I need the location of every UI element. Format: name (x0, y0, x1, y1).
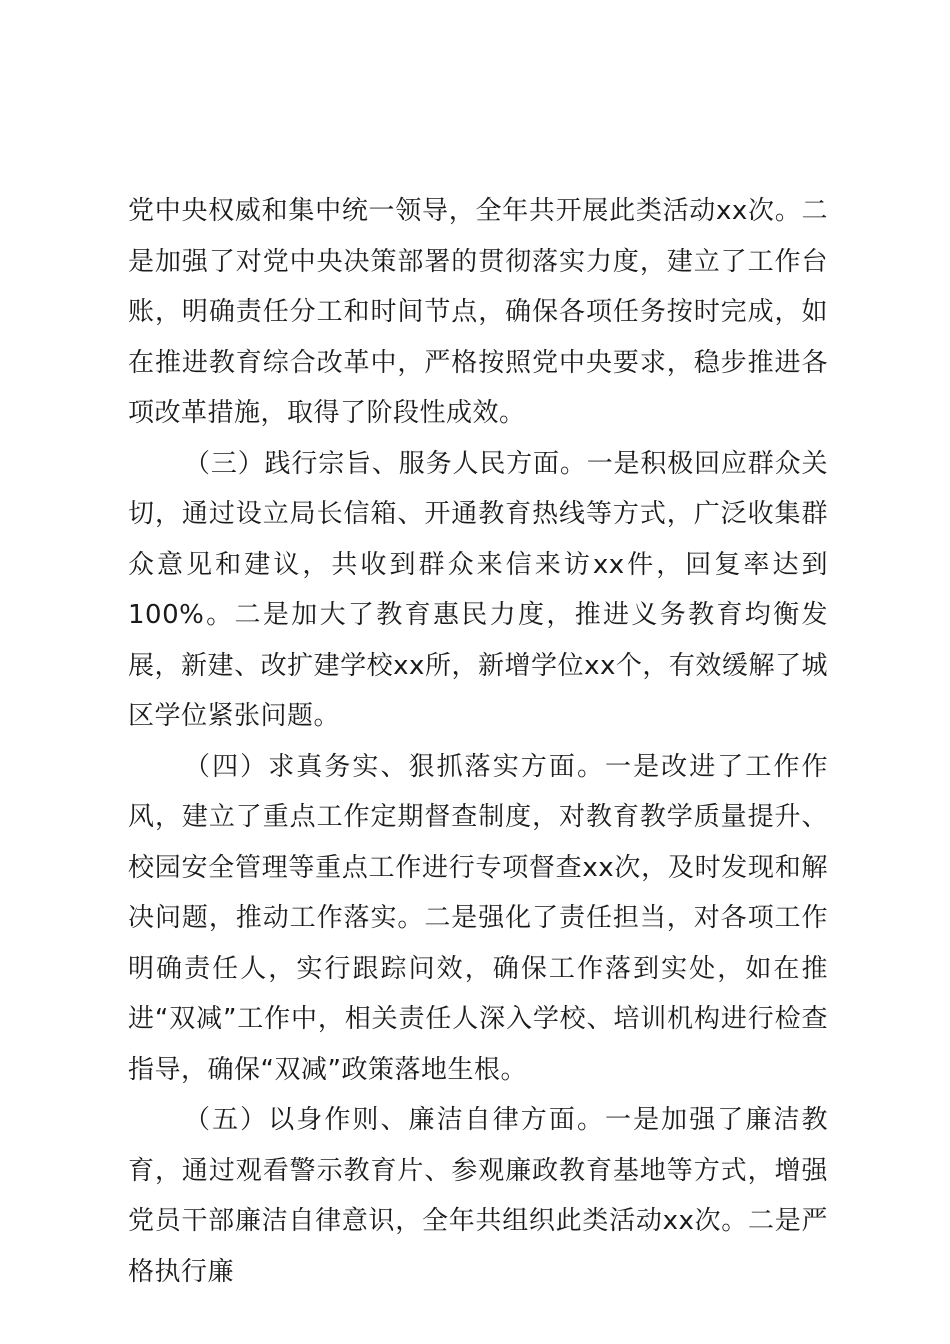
paragraph-pragmatic-implementation: （四）求真务实、狠抓落实方面。一是改进了工作作风，建立了重点工作定期督查制度，对教育教学质量提升、校园安全管理等重点工作进行专项督查xx次，及时发现和解决问题，推动工作落实。二是强化了责任担当，对各项工作明确责任人，实行跟踪问效，确保工作落到实处，如在推进“双减”工作中，相关责任人深入学校、培训机构进行检查指导，确保“双减”政策落地生根。 (128, 751, 828, 1085)
paragraph-party-leadership-continued: 党中央权威和集中统一领导，全年共开展此类活动xx次。二是加强了对党中央决策部署的贯彻落实力度，建立了工作台账，明确责任分工和时间节点，确保各项任务按时完成，如在推进教育综合改革中，严格按照党中央要求，稳步推进各项改革措施，取得了阶段性成效。 (128, 196, 828, 428)
paragraph-serve-the-people: （三）践行宗旨、服务人民方面。一是积极回应群众关切，通过设立局长信箱、开通教育热线等方式，广泛收集群众意见和建议，共收到群众来信来访xx件，回复率达到100%。二是加大了教育惠民力度，推进义务教育均衡发展，新建、改扩建学校xx所，新增学位xx个，有效缓解了城区学位紧张问题。 (128, 448, 828, 731)
document-body (128, 186, 828, 1297)
paragraph-integrity-self-discipline: （五）以身作则、廉洁自律方面。一是加强了廉洁教育，通过观看警示教育片、参观廉政教育基地等方式，增强党员干部廉洁自律意识，全年共组织此类活动xx次。二是严格执行廉 (128, 1105, 828, 1287)
